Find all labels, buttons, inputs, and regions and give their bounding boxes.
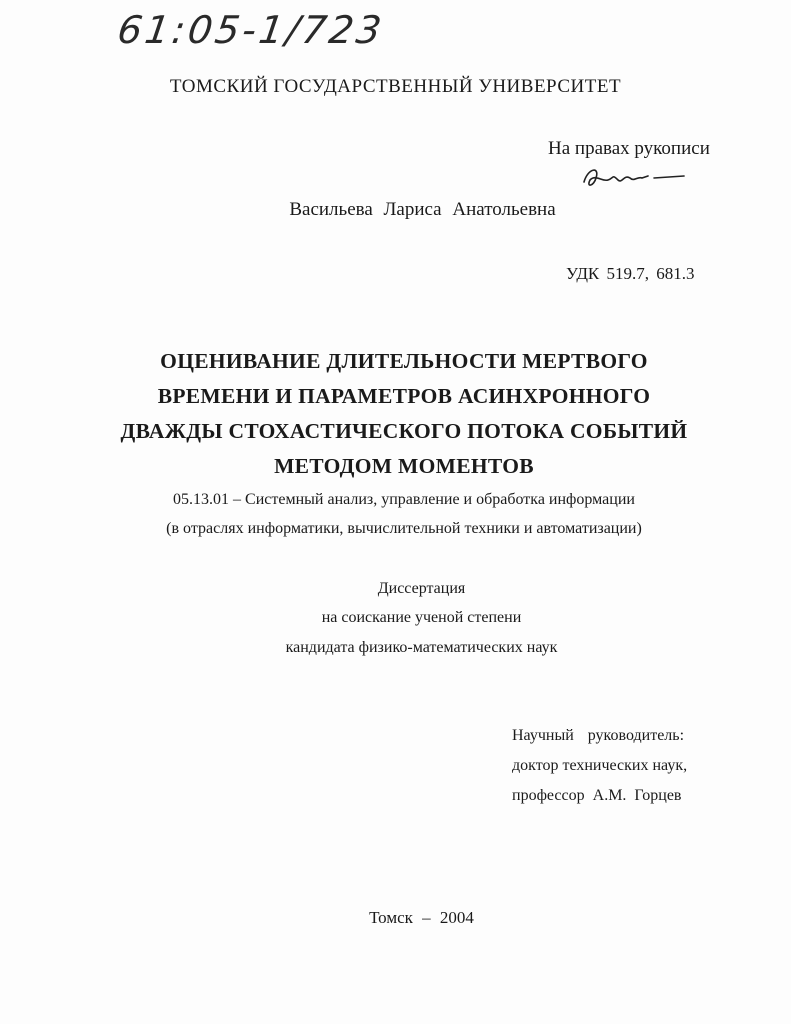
- author-name: Васильева Лариса Анатольевна: [289, 199, 556, 220]
- udc-code: УДК 519.7, 681.3: [566, 264, 695, 283]
- university-name: ТОМСКИЙ ГОСУДАРСТВЕННЫЙ УНИВЕРСИТЕТ: [169, 76, 622, 97]
- degree-name: кандидата физико-математических наук: [285, 639, 558, 656]
- dissertation-title-line-3: ДВАЖДЫ СТОХАСТИЧЕСКОГО ПОТОКА СОБЫТИЙ: [120, 419, 688, 443]
- supervisor-degree: доктор технических наук,: [512, 757, 688, 774]
- supervisor-name: профессор А.М. Горцев: [512, 787, 682, 804]
- archive-code-handwritten: 61:05-1/723: [114, 8, 387, 52]
- specialty-line-2: (в отраслях информатики, вычислительной техники и автоматизации): [166, 520, 642, 537]
- dissertation-title-line-1: ОЦЕНИВАНИЕ ДЛИТЕЛЬНОСТИ МЕРТВОГО: [160, 349, 648, 373]
- signature-mark: [578, 160, 688, 194]
- dissertation-title-line-4: МЕТОДОМ МОМЕНТОВ: [274, 454, 534, 478]
- dissertation-title-line-2: ВРЕМЕНИ И ПАРАМЕТРОВ АСИНХРОННОГО: [157, 384, 651, 408]
- manuscript-rights-note: На правах рукописи: [548, 138, 710, 159]
- degree-purpose: на соискание ученой степени: [321, 609, 522, 626]
- dissertation-label: Диссертация: [377, 580, 466, 597]
- specialty-line-1: 05.13.01 – Системный анализ, управление и обработка информации: [173, 491, 635, 508]
- city-year: Томск – 2004: [369, 908, 474, 927]
- supervisor-heading: Научный руководитель:: [512, 727, 685, 744]
